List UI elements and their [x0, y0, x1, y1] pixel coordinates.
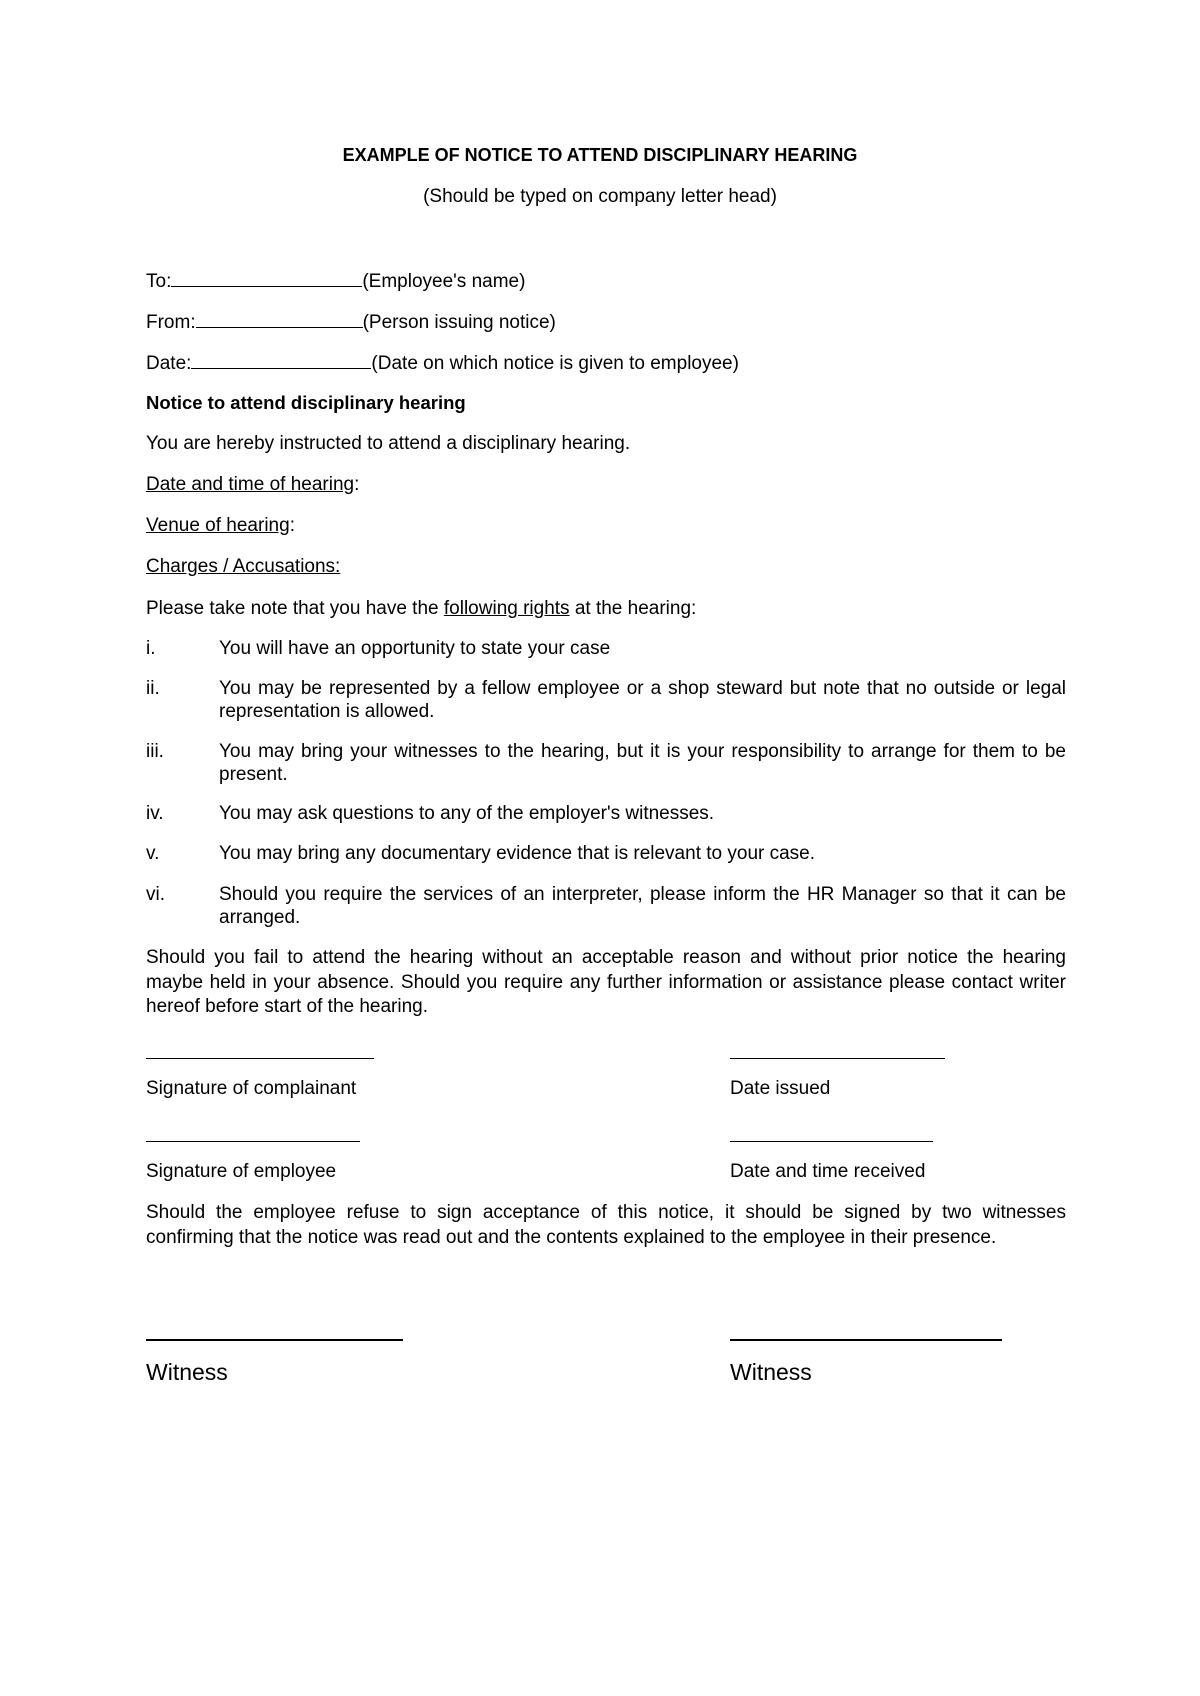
to-hint: (Employee's name)	[362, 271, 526, 292]
from-hint: (Person issuing notice)	[362, 312, 556, 333]
rights-intro-underlined: following rights	[443, 598, 570, 619]
to-blank-line	[171, 268, 362, 287]
rights-item-number: ii.	[146, 678, 160, 699]
hearing-date-label: Date and time of hearing	[146, 474, 355, 495]
date-field	[146, 350, 739, 376]
rights-item-number: iii.	[146, 741, 164, 762]
document-title: EXAMPLE OF NOTICE TO ATTEND DISCIPLINARY HEARING	[342, 145, 858, 165]
date-received-label: Date and time received	[730, 1161, 926, 1182]
venue-label: Venue of hearing	[146, 515, 290, 536]
witness-left-line	[146, 1339, 403, 1341]
notice-heading: Notice to attend disciplinary hearing	[146, 392, 466, 413]
hearing-date-line	[146, 473, 359, 497]
rights-item-text: You may ask questions to any of the employer's witnesses.	[219, 803, 715, 824]
rights-item	[146, 802, 1066, 825]
complainant-signature-line	[146, 1058, 374, 1059]
witness-left-label: Witness	[146, 1359, 228, 1385]
from-field	[146, 309, 556, 335]
rights-item-number: iv.	[146, 803, 164, 824]
rights-item-text: You may bring your witnesses to the hearing, but it is your responsibility to arrange for them to be present.	[219, 741, 1066, 785]
witness-right-label: Witness	[730, 1359, 812, 1385]
date-issued-line	[730, 1058, 945, 1059]
rights-intro-after: at the hearing:	[569, 598, 697, 619]
to-field	[146, 268, 525, 294]
rights-item-number: v.	[146, 843, 160, 864]
complainant-signature-label: Signature of complainant	[146, 1078, 357, 1099]
venue-colon: :	[289, 515, 295, 536]
date-hint: (Date on which notice is given to employee)	[371, 353, 739, 374]
charges-label: Charges / Accusations:	[146, 556, 341, 577]
rights-intro-before: Please take note that you have the	[146, 598, 444, 619]
date-label: Date:	[146, 353, 192, 374]
rights-item-text: Should you require the services of an interpreter, please inform the HR Manager so that it can be arranged.	[219, 884, 1066, 928]
to-label: To:	[146, 271, 172, 292]
document-subtitle: (Should be typed on company letter head)	[423, 186, 777, 207]
date-received-line	[730, 1141, 933, 1142]
hearing-date-colon: :	[354, 474, 360, 495]
rights-intro	[146, 597, 696, 621]
employee-signature-label: Signature of employee	[146, 1161, 337, 1182]
rights-item	[146, 740, 1066, 786]
date-blank-line	[191, 350, 371, 369]
refusal-paragraph: Should the employee refuse to sign acceptance of this notice, it should be signed by two witnesses confirming that the notice was read out and the contents explained to the employee in their presence.	[146, 1202, 1066, 1248]
witness-right-line	[730, 1339, 1002, 1341]
date-issued-label: Date issued	[730, 1078, 831, 1099]
rights-item	[146, 883, 1066, 929]
rights-item-text: You will have an opportunity to state your case	[219, 638, 611, 659]
rights-item-text: You may bring any documentary evidence that is relevant to your case.	[219, 843, 816, 864]
employee-signature-line	[146, 1141, 360, 1142]
rights-item	[146, 842, 1066, 865]
from-blank-line	[196, 309, 363, 328]
rights-item	[146, 677, 1066, 723]
rights-item-text: You may be represented by a fellow employee or a shop steward but note that no outside or legal representation is allowed.	[219, 678, 1066, 722]
failure-paragraph: Should you fail to attend the hearing without an acceptable reason and without prior notice the hearing maybe held in your absence. Should you require any further information or assistance please contact writer hereof before start of the hearing.	[146, 947, 1066, 1017]
rights-item-number: vi.	[146, 884, 165, 905]
rights-item	[146, 637, 1066, 660]
venue-line	[146, 514, 295, 538]
from-label: From:	[146, 312, 196, 333]
instruction-text: You are hereby instructed to attend a disciplinary hearing.	[146, 433, 631, 454]
rights-item-number: i.	[146, 638, 156, 659]
